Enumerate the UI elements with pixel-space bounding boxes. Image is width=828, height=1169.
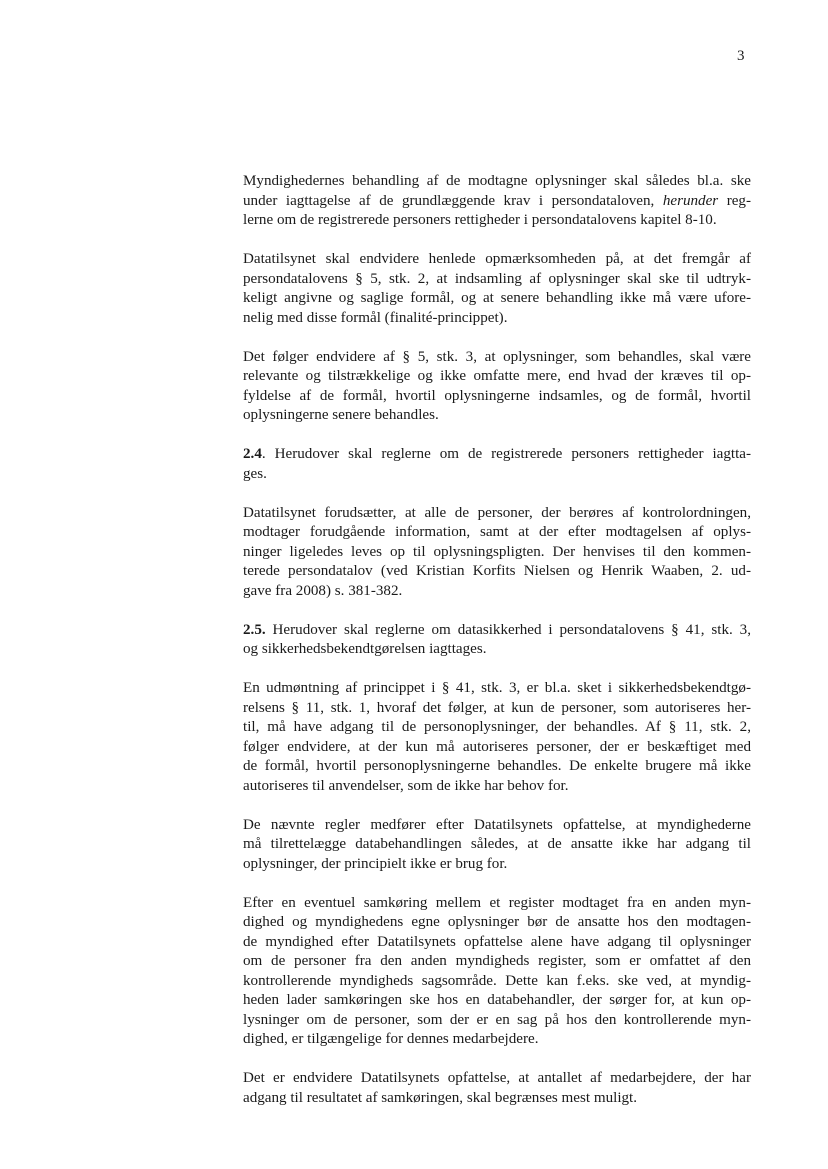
- paragraph-line: lysninger om de personer, som der er en sag på hos den kontrollerende myn-: [243, 1011, 751, 1028]
- paragraph-line: terede persondatalov (ved Kristian Korfits Nielsen og Henrik Waaben, 2. ud-: [243, 563, 751, 579]
- paragraph-line: De nævnte regler medfører efter Datatilsynets opfattelse, at myndighederne: [243, 816, 751, 833]
- paragraph: [243, 172, 751, 231]
- paragraph-line: adgang til resultatet af samkøringen, skal begrænses mest muligt.: [243, 1089, 638, 1106]
- paragraph: [243, 1069, 751, 1108]
- paragraph-line: 2.4. Herudover skal reglerne om de registrerede personers rettigheder iagtta-: [243, 446, 751, 462]
- paragraph-line: Datatilsynet forudsætter, at alle de personer, der berøres af kontrolordningen,: [243, 504, 751, 521]
- paragraph: [243, 894, 751, 1050]
- paragraph: [243, 621, 751, 660]
- paragraph-line: de myndighed efter Datatilsynets opfattelse alene have adgang til oplysninger: [243, 933, 751, 950]
- document-body: [243, 172, 751, 1128]
- paragraph-line: Datatilsynet skal endvidere henlede opmærksomheden på, at det fremgår af: [243, 251, 751, 267]
- section-number: 2.4: [243, 446, 262, 462]
- paragraph-line: gave fra 2008) s. 381-382.: [243, 582, 403, 599]
- paragraph-line: ges.: [243, 465, 267, 482]
- paragraph-line: Myndighedernes behandling af de modtagne oplysninger skal således bl.a. ske: [243, 173, 751, 189]
- paragraph: [243, 445, 751, 484]
- paragraph-line: og sikkerhedsbekendtgørelsen iagttages.: [243, 641, 487, 657]
- paragraph-line: fyldelse af de formål, hvortil oplysningerne indsamles, og de formål, hvortil: [243, 387, 751, 404]
- paragraph-line: keligt angivne og saglige formål, og at senere behandling ikke må være ufore-: [243, 290, 751, 306]
- paragraph: [243, 816, 751, 875]
- paragraph-line: følger endvidere, at der kun må autoriseres personer, der er beskæftiget med: [243, 738, 751, 755]
- paragraph-line: de formål, hvortil personoplysningerne behandles. De enkelte brugere må ikke: [243, 758, 751, 774]
- paragraph-line: dighed, er tilgængelige for dennes medarbejdere.: [243, 1031, 539, 1047]
- paragraph-line: må tilrettelægge databehandlingen således, at de ansatte ikke har adgang til: [243, 836, 751, 852]
- paragraph-line: Efter en eventuel samkøring mellem et register modtaget fra en anden myn-: [243, 894, 751, 911]
- emphasis-text: herunder: [662, 192, 719, 209]
- paragraph-line: relevante og tilstrækkelige og ikke omfatte mere, end hvad der kræves til op-: [243, 368, 751, 384]
- paragraph-line: oplysninger, der principielt ikke er brug for.: [243, 855, 508, 872]
- paragraph: [243, 250, 751, 328]
- paragraph-line: dighed og myndighedens egne oplysninger bør de ansatte hos den modtagen-: [243, 914, 751, 930]
- paragraph-line: nelig med disse formål (finalité-princippet).: [243, 309, 508, 326]
- paragraph-line: til, må have adgang til de personoplysninger, der behandles. Af § 11, stk. 2,: [243, 719, 751, 735]
- page-number: 3: [737, 48, 745, 64]
- paragraph: [243, 679, 751, 796]
- paragraph-line: ninger ligeledes leves op til oplysningspligten. Der henvises til den kommen-: [243, 543, 751, 560]
- paragraph-line: persondatalovens § 5, stk. 2, at indsamling af oplysninger skal ske til udtryk-: [243, 270, 751, 287]
- paragraph-line: om de personer fra den anden myndigheds register, som er omfattet af den: [243, 953, 751, 969]
- paragraph-line: En udmøntning af princippet i § 41, stk. 3, er bl.a. sket i sikkerhedsbekendtgø-: [243, 680, 751, 696]
- paragraph-line: heden lader samkøringen ske hos en databehandler, der sørger for, at kun op-: [243, 992, 751, 1008]
- paragraph-line: lerne om de registrerede personers rettigheder i persondatalovens kapitel 8-10.: [243, 212, 717, 228]
- paragraph: [243, 504, 751, 602]
- paragraph-line: oplysningerne senere behandles.: [243, 407, 439, 423]
- paragraph-line: autoriseres til anvendelser, som de ikke har behov for.: [243, 777, 569, 794]
- paragraph-line: Det er endvidere Datatilsynets opfattelse, at antallet af medarbejdere, der har: [243, 1070, 751, 1086]
- paragraph-line: relsens § 11, stk. 1, hvoraf det følger, at kun de personer, som autoriseres her-: [243, 699, 751, 716]
- paragraph-line: under iagttagelse af de grundlæggende krav i persondataloven, herunder reg-: [243, 192, 751, 209]
- paragraph-line: Det følger endvidere af § 5, stk. 3, at oplysninger, som behandles, skal være: [243, 348, 751, 365]
- paragraph-line: 2.5. Herudover skal reglerne om datasikkerhed i persondatalovens § 41, stk. 3,: [243, 621, 751, 638]
- section-number: 2.5.: [243, 621, 266, 638]
- paragraph: [243, 348, 751, 426]
- paragraph-line: kontrollerende myndigheds sagsområde. Dette kan f.eks. ske ved, at myndig-: [243, 972, 751, 989]
- paragraph-line: modtager forudgående information, samt at der efter modtagelsen af oplys-: [243, 524, 751, 540]
